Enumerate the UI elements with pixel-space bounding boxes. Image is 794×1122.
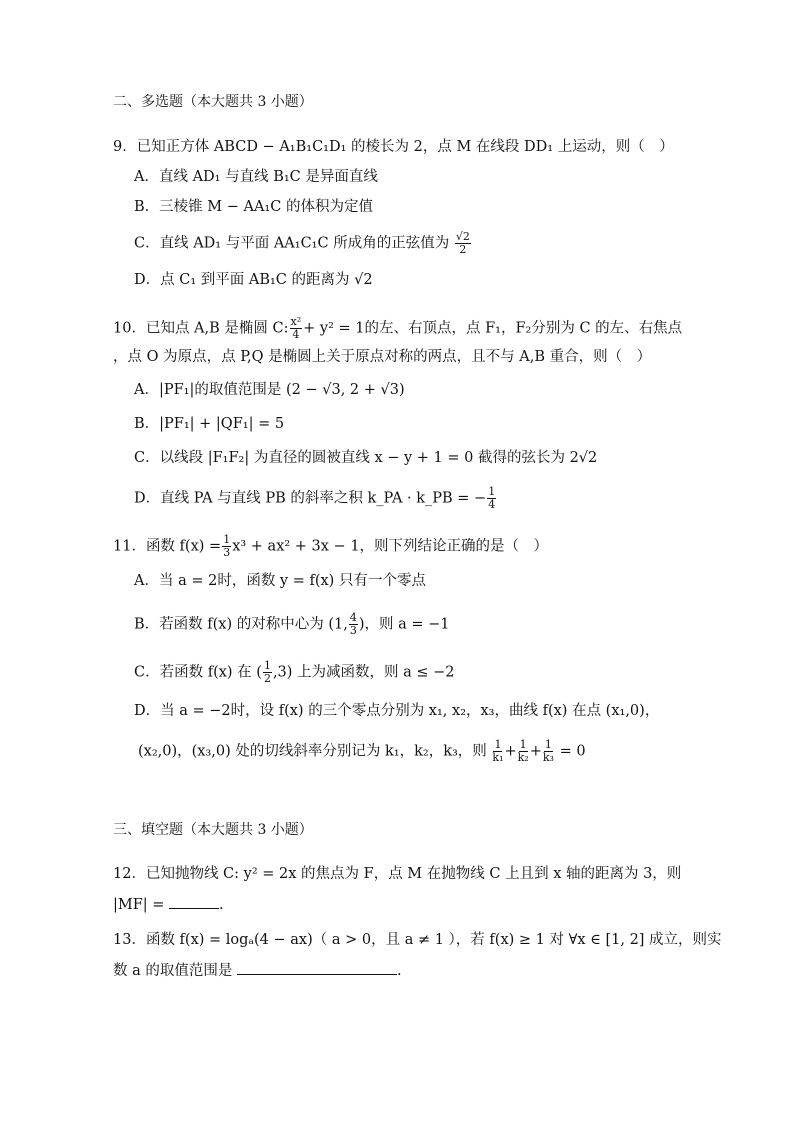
q13-line1: 13．函数 f(x) = logₐ(4 − ax)（ a > 0，且 a ≠ 1 ），若 f(x) ≥ 1 对 ∀x ∈ [1, 2] 成立，则实 xyxy=(113,932,722,948)
q9-option-a: A．直线 AD₁ 与直线 B₁C 是异面直线 xyxy=(134,169,378,185)
q11-option-c-fraction xyxy=(263,660,272,685)
q10-option-d-fraction xyxy=(487,486,496,511)
fraction-denominator: k₃ xyxy=(542,751,554,764)
section-title-fill-in: 三、填空题（本大题共 3 小题） xyxy=(113,822,313,838)
q13-line2-end: . xyxy=(396,963,402,979)
fraction-denominator: 4 xyxy=(292,328,300,341)
q10-option-b: B．|PF₁| + |QF₁| = 5 xyxy=(134,416,285,432)
q11-option-d-part2: = 0 xyxy=(559,743,586,760)
fraction-denominator: 4 xyxy=(488,498,496,511)
q12-line1: 12．已知抛物线 C: y² = 2x 的焦点为 F，点 M 在抛物线 C 上且到 x 轴的距离为 3，则 xyxy=(113,866,682,882)
q11-option-d-part1: (x₂,0)，(x₃,0) 处的切线斜率分别记为 k₁，k₂，k₃，则 xyxy=(138,743,487,760)
q11-option-b-part1: B．若函数 f(x) 的对称中心为 (1, xyxy=(134,616,348,633)
q11-option-b xyxy=(134,612,450,637)
q10-stem-part1: 10．已知点 A,B 是椭圆 C: xyxy=(113,320,289,337)
fraction-denominator: 3 xyxy=(223,546,231,559)
q11-stem xyxy=(113,534,548,559)
q11-option-d-line2: (x₂,0)，(x₃,0) 处的切线斜率分别记为 k₁，k₂，k₃，则 $\frac{1}{\text{k₁}}$ + $\frac{1}{\text{k₂}}$ + $\frac{1}{\text{k₃}}$ = 0 xyxy=(138,738,586,764)
q10-option-d-text: D．直线 PA 与直线 PB 的斜率之积 k_PA · k_PB = − xyxy=(134,490,487,507)
fraction-numerator: 4 xyxy=(349,611,357,624)
q10-ellipse-fraction xyxy=(290,316,303,341)
fraction-denominator: 2 xyxy=(459,243,467,256)
q11-option-d-line1: D．当 a = −2时，设 f(x) 的三个零点分别为 x₁, x₂，x₃，曲线 f(x) 在点 (x₁,0)， xyxy=(134,703,660,719)
q11-option-d-fraction-1 xyxy=(492,739,503,764)
q11-option-c xyxy=(134,660,455,685)
fraction-denominator: k₂ xyxy=(517,751,529,764)
q10-option-d xyxy=(134,486,497,511)
q13-answer-blank[interactable] xyxy=(237,960,397,975)
q11-option-c-part1: C．若函数 f(x) 在 ( xyxy=(134,664,262,681)
q11-option-d-fraction-2 xyxy=(518,739,529,764)
fraction-denominator: 3 xyxy=(349,624,357,637)
q10-option-a: A．|PF₁|的取值范围是 (2 − √3, 2 + √3) xyxy=(134,382,405,398)
q11-option-c-part2: ,3) 上为减函数，则 a ≤ −2 xyxy=(272,664,455,681)
q10-stem-part2: + y² = 1的左、右顶点，点 F₁，F₂分别为 C 的左、右焦点 xyxy=(303,320,683,337)
q11-option-d-fraction-3 xyxy=(543,739,554,764)
fraction-numerator: 1 xyxy=(544,738,552,751)
fraction-denominator: 2 xyxy=(263,672,271,685)
q11-stem-part1: 11．函数 f(x) = xyxy=(113,538,222,555)
q11-option-b-part2: )，则 a = −1 xyxy=(358,616,450,633)
fraction-numerator: 1 xyxy=(494,738,502,751)
q11-stem-fraction xyxy=(222,534,231,559)
q12-line2-end: . xyxy=(219,897,224,913)
q13-line2-label: 数 a 的取值范围是 xyxy=(113,963,233,979)
q11-option-a: A．当 a = 2时，函数 y = f(x) 只有一个零点 xyxy=(134,573,426,589)
q9-option-d: D．点 C₁ 到平面 AB₁C 的距离为 √2 xyxy=(134,272,373,288)
q9-option-c-text: C．直线 AD₁ 与平面 AA₁C₁C 所成角的正弦值为 xyxy=(134,235,450,252)
q9-stem: 9．已知正方体 ABCD − A₁B₁C₁D₁ 的棱长为 2，点 M 在线段 DD₁ 上运动，则（ ） xyxy=(113,139,674,155)
q9-option-c-fraction xyxy=(455,231,471,256)
q9-option-b: B．三棱锥 M − AA₁C 的体积为定值 xyxy=(134,199,373,215)
fraction-numerator: x² xyxy=(290,315,302,328)
q12-line2-label: |MF| = xyxy=(113,897,165,913)
fraction-numerator: 1 xyxy=(488,485,496,498)
q9-option-c xyxy=(134,231,472,256)
q12-line2 xyxy=(113,894,224,915)
fraction-numerator: 1 xyxy=(263,659,271,672)
q10-stem-line1 xyxy=(113,316,682,341)
q12-answer-blank[interactable] xyxy=(169,894,219,909)
section-title-multiple-choice: 二、多选题（本大题共 3 小题） xyxy=(113,94,313,110)
fraction-numerator: √2 xyxy=(455,230,470,243)
fraction-denominator: k₁ xyxy=(492,751,504,764)
q13-line2 xyxy=(113,960,402,981)
q11-stem-part2: x³ + ax² + 3x − 1，则下列结论正确的是（ ） xyxy=(232,538,549,555)
q11-option-b-fraction xyxy=(349,612,358,637)
q10-stem-line2: ，点 O 为原点，点 P,Q 是椭圆上关于原点对称的两点，且不与 A,B 重合，则（ ） xyxy=(113,349,652,365)
fraction-numerator: 1 xyxy=(519,738,527,751)
fraction-numerator: 1 xyxy=(223,533,231,546)
q10-option-c: C．以线段 |F₁F₂| 为直径的圆被直线 x − y + 1 = 0 截得的弦长为 2√2 xyxy=(134,450,598,466)
